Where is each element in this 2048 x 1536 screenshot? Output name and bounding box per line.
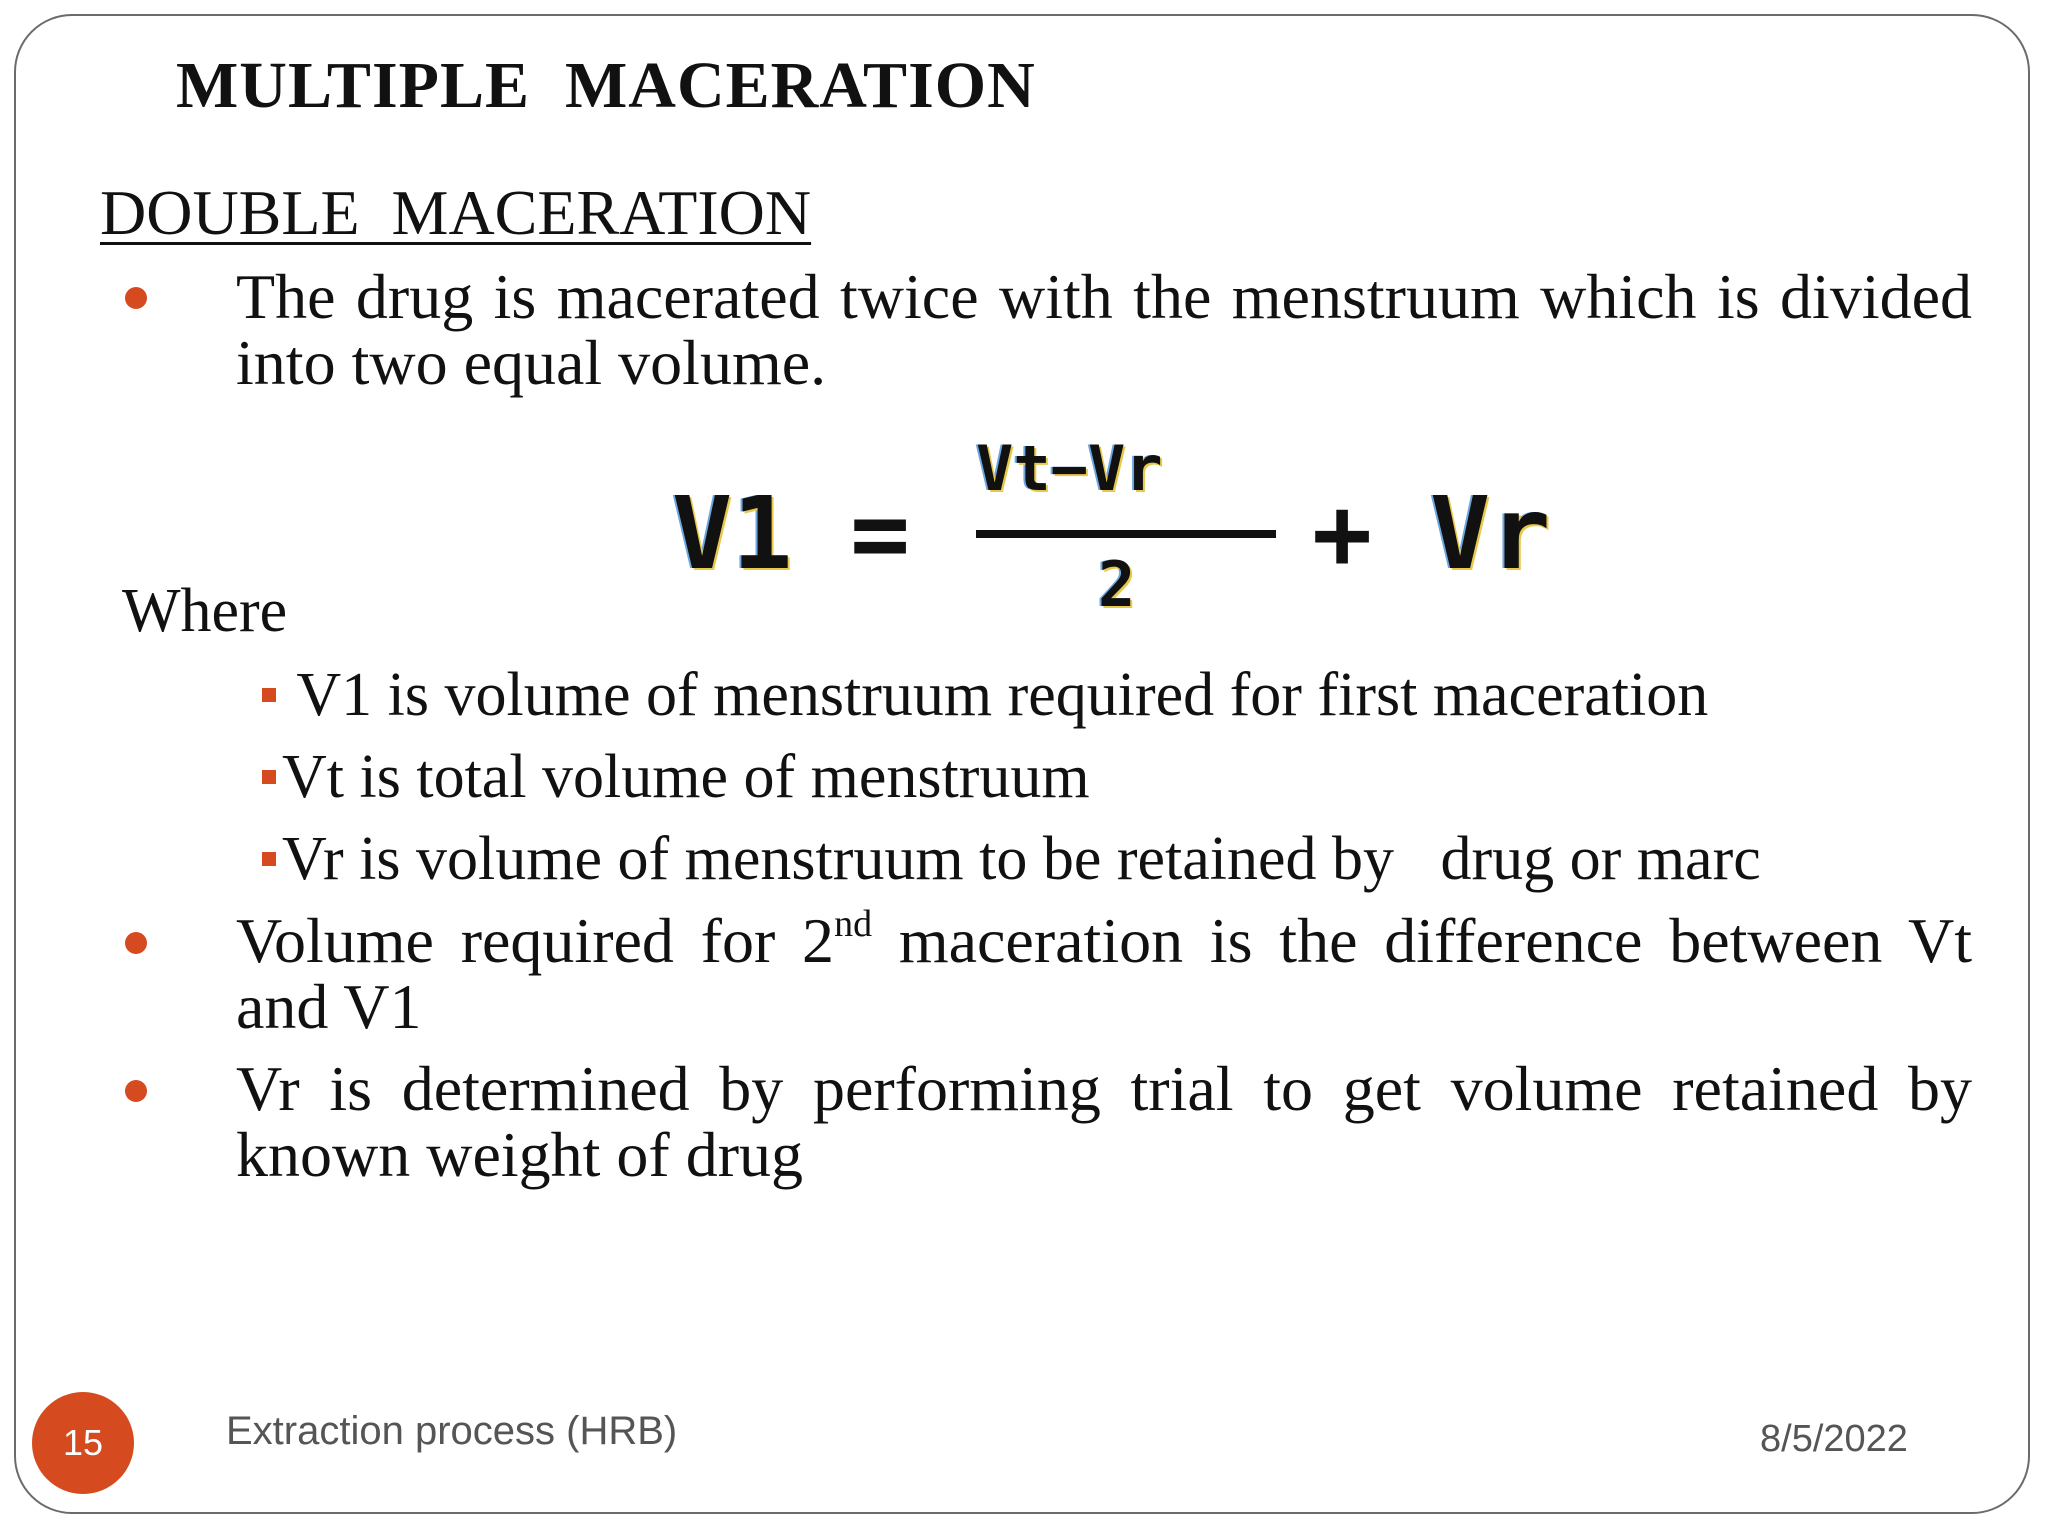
definition-item: [262, 824, 1761, 894]
equation-denominator: 2: [1098, 548, 1136, 621]
bullet-text-2-after: maceration is the difference between Vt and V1: [236, 905, 1973, 1042]
bullet-text-2-before: Volume required for 2: [236, 905, 835, 976]
equation-rhs: Vr: [1430, 475, 1551, 592]
definition-text: Vt is total volume of menstruum: [282, 743, 1090, 811]
equation-lhs: V1: [672, 475, 793, 592]
footer-text: Extraction process (HRB): [226, 1409, 678, 1453]
section-heading: DOUBLE MACERATION: [100, 177, 812, 248]
bullet-dot-icon: [125, 1080, 147, 1102]
bullet-text-1: The drug is macerated twice with the menstruum which is divided into two equal volume.: [236, 261, 1972, 398]
square-bullet-icon: [262, 688, 276, 702]
page-number-badge: 15: [32, 1392, 134, 1494]
where-label: Where: [122, 577, 288, 645]
ordinal-superscript: nd: [834, 902, 873, 945]
equation-equals: =: [850, 475, 911, 592]
square-bullet-icon: [262, 852, 276, 866]
bullet-dot-icon: [125, 932, 147, 954]
slide-title: MULTIPLE MACERATION: [176, 49, 1036, 122]
equation-numerator: Vt−Vr: [976, 432, 1163, 505]
equation: [660, 430, 1600, 650]
bullet-text-3: Vr is determined by performing trial to get volume retained by known weight of drug: [236, 1053, 1972, 1190]
fraction-bar: [976, 530, 1276, 538]
equation-plus: +: [1312, 475, 1373, 592]
bullet-dot-icon: [125, 287, 147, 309]
footer-date: 8/5/2022: [1760, 1418, 1908, 1460]
definition-item: [262, 660, 1708, 730]
square-bullet-icon: [262, 770, 276, 784]
definition-text: V1 is volume of menstruum required for first maceration: [282, 661, 1709, 729]
definition-text: Vr is volume of menstruum to be retained by drug or marc: [282, 825, 1761, 893]
definition-item: [262, 742, 1090, 812]
bullet-text-2: [236, 902, 1973, 1042]
